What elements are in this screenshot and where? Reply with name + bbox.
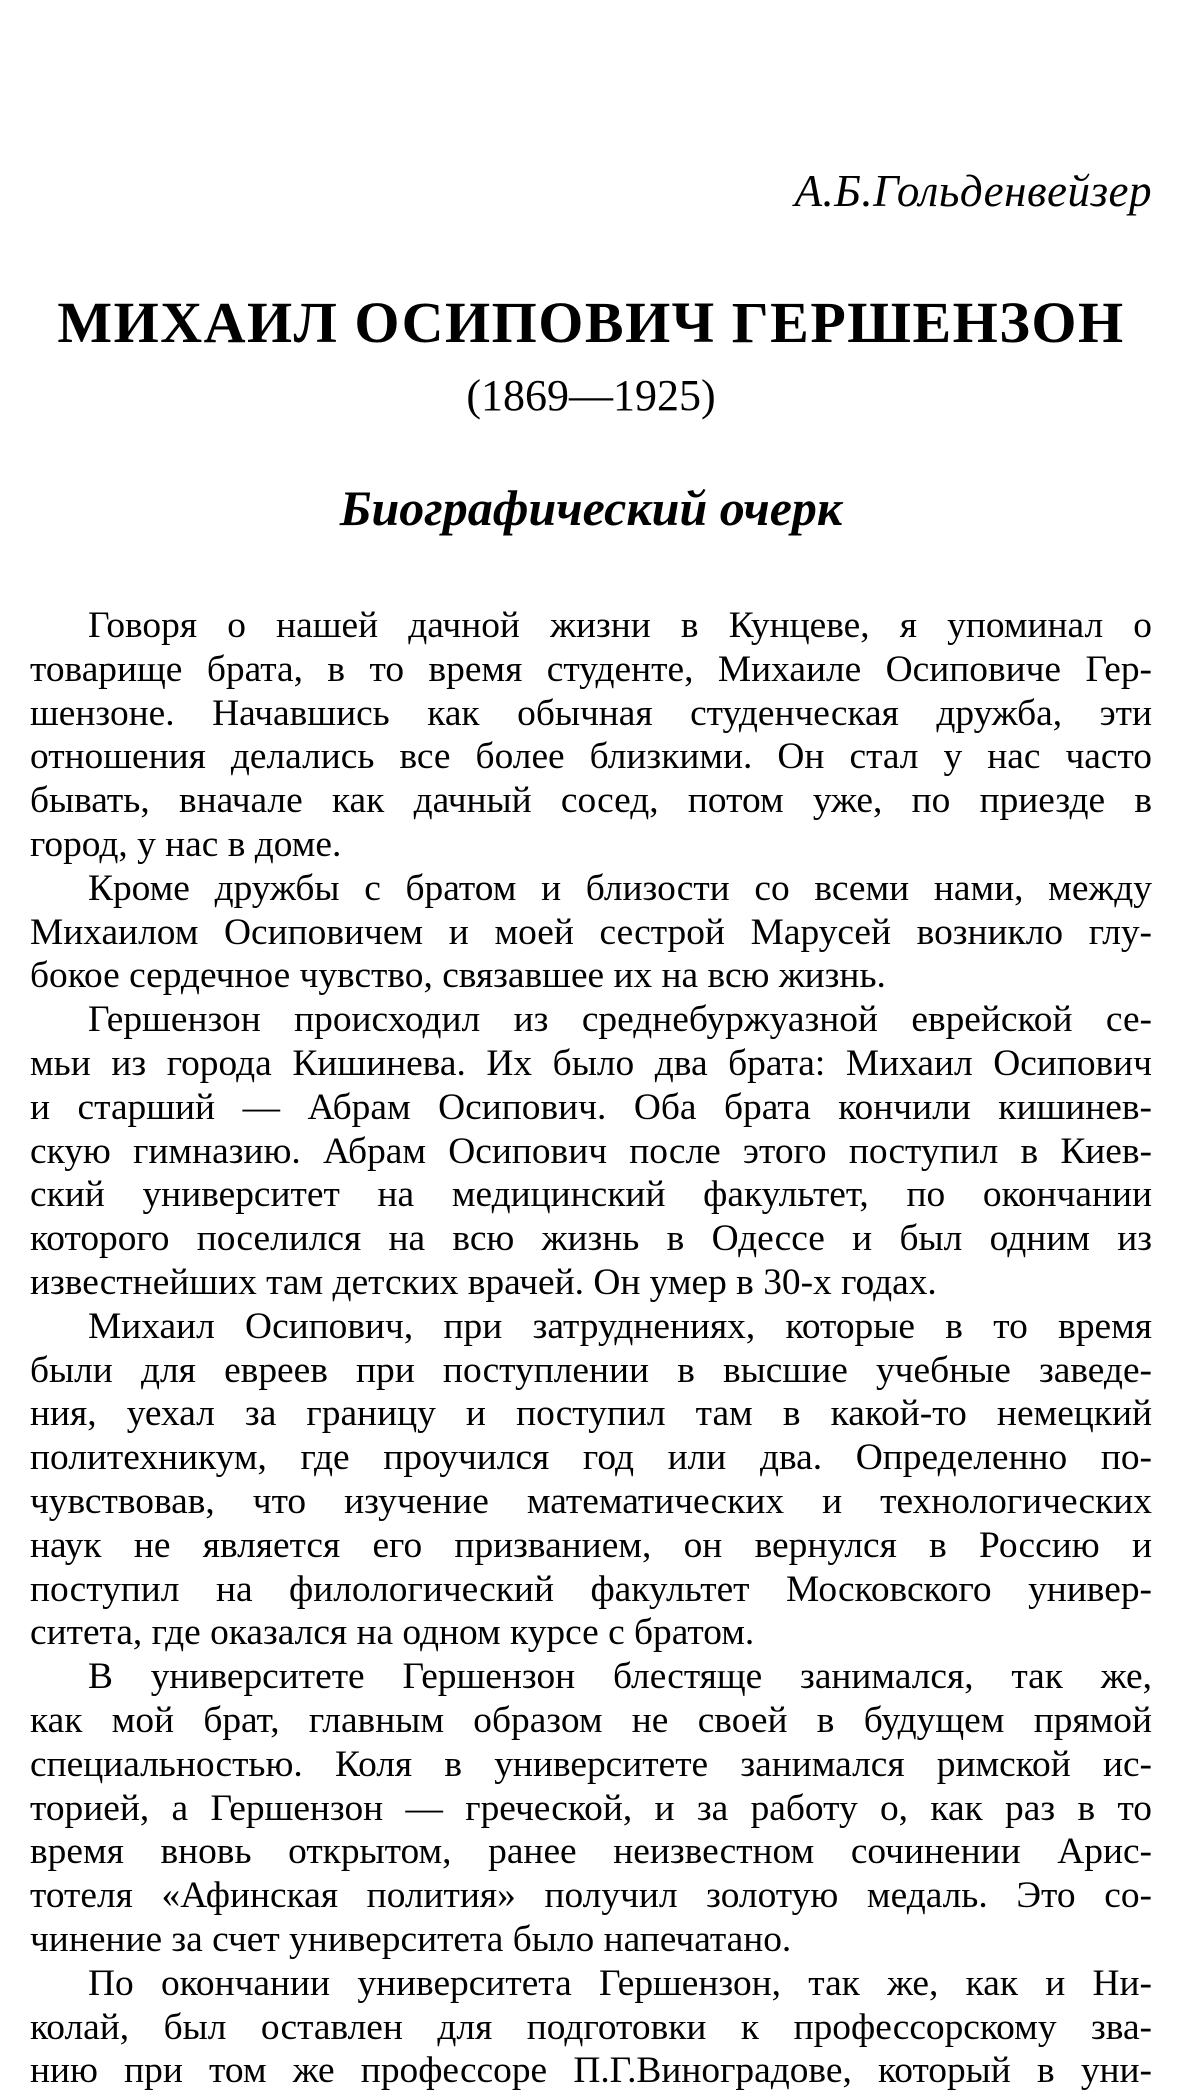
- author-name: А.Б.Гольденвейзер: [794, 166, 1152, 216]
- text-line: как мой брат, главным образом не своей в будущем прямой: [30, 1699, 1152, 1741]
- text-line: отношения делались все более близкими. Он стал у нас часто: [30, 736, 1152, 778]
- text-line: поступил на филологический факультет Московского универ-: [30, 1568, 1152, 1610]
- paragraph: [30, 867, 1152, 998]
- text-line: Кроме дружбы с братом и близости со всеми нами, между: [88, 867, 1152, 909]
- text-line: тотеля «Афинская полития» получил золотую медаль. Это со-: [30, 1875, 1152, 1917]
- paragraph: [30, 998, 1152, 1305]
- text-line: колай, был оставлен для подготовки к профессорскому зва-: [30, 2006, 1152, 2048]
- text-line: которого поселился на всю жизнь в Одессе и был одним из: [30, 1218, 1152, 1260]
- text-line: время вновь открытом, ранее неизвестном сочинении Арис-: [30, 1831, 1152, 1873]
- text-line: политехникум, где проучился год или два. Определенно по-: [30, 1437, 1152, 1479]
- text-line: чувствовав, что изучение математических и технологических: [30, 1480, 1152, 1522]
- text-line: Говоря о нашей дачной жизни в Кунцеве, я упоминал о: [88, 605, 1152, 646]
- paragraph: [30, 1655, 1152, 1962]
- text-line: товарище брата, в то время студенте, Михаиле Осиповиче Гер-: [30, 648, 1152, 690]
- text-line: Михаилом Осиповичем и моей сестрой Марусей возникло глу-: [30, 911, 1152, 953]
- text-line: были для евреев при поступлении в высшие учебные заведе-: [30, 1349, 1152, 1391]
- text-line: В университете Гершензон блестяще занимался, так же,: [88, 1656, 1152, 1698]
- text-line: ния, уехал за границу и поступил там в какой-то немецкий: [30, 1393, 1152, 1435]
- text-line: нию при том же профессоре П.Г.Виноградове, который в уни-: [30, 2050, 1152, 2092]
- essay-title: МИХАИЛ ОСИПОВИЧ ГЕРШЕНЗОН: [57, 290, 1125, 355]
- text-line: известнейших там детских врачей. Он умер в 30-х годах.: [30, 1261, 937, 1303]
- text-line: бывать, вначале как дачный сосед, потом уже, по приезде в: [30, 780, 1152, 822]
- text-line: наук не является его призванием, он вернулся в Россию и: [30, 1524, 1152, 1566]
- text-line: торией, а Гершензон — греческой, и за работу о, как раз в то: [30, 1787, 1152, 1829]
- text-line: город, у нас в доме.: [30, 823, 342, 865]
- text-line: ситета, где оказался на одном курсе с братом.: [30, 1612, 755, 1654]
- life-years: (1869—1925): [466, 371, 716, 420]
- text-line: специальностью. Коля в университете занимался римской ис-: [30, 1743, 1152, 1785]
- text-line: шензоне. Начавшись как обычная студенческая дружба, эти: [30, 692, 1152, 734]
- text-line: ский университет на медицинский факультет, по окончании: [30, 1174, 1152, 1216]
- paragraph: [30, 604, 1152, 867]
- text-line: мьи из города Кишинева. Их было два брата: Михаил Осипович: [30, 1042, 1152, 1084]
- text-line: По окончании университета Гершензон, так же, как и Ни-: [88, 1962, 1152, 2004]
- text-line: и старший — Абрам Осипович. Оба брата кончили кишинев-: [30, 1086, 1152, 1128]
- text-line: Гершензон происходил из среднебуржуазной еврейской се-: [88, 999, 1152, 1041]
- text-line: Михаил Осипович, при затруднениях, которые в то время: [88, 1305, 1152, 1347]
- text-line: бокое сердечное чувство, связавшее их на всю жизнь.: [30, 955, 886, 997]
- text-line: чинение за счет университета было напечатано.: [30, 1918, 792, 1960]
- essay-subtitle: Биографический очерк: [339, 480, 843, 536]
- paragraph: [30, 1962, 1152, 2093]
- text-line: скую гимназию. Абрам Осипович после этого поступил в Киев-: [30, 1130, 1152, 1172]
- paragraph: [30, 1305, 1152, 1655]
- body-text: [30, 604, 1152, 2093]
